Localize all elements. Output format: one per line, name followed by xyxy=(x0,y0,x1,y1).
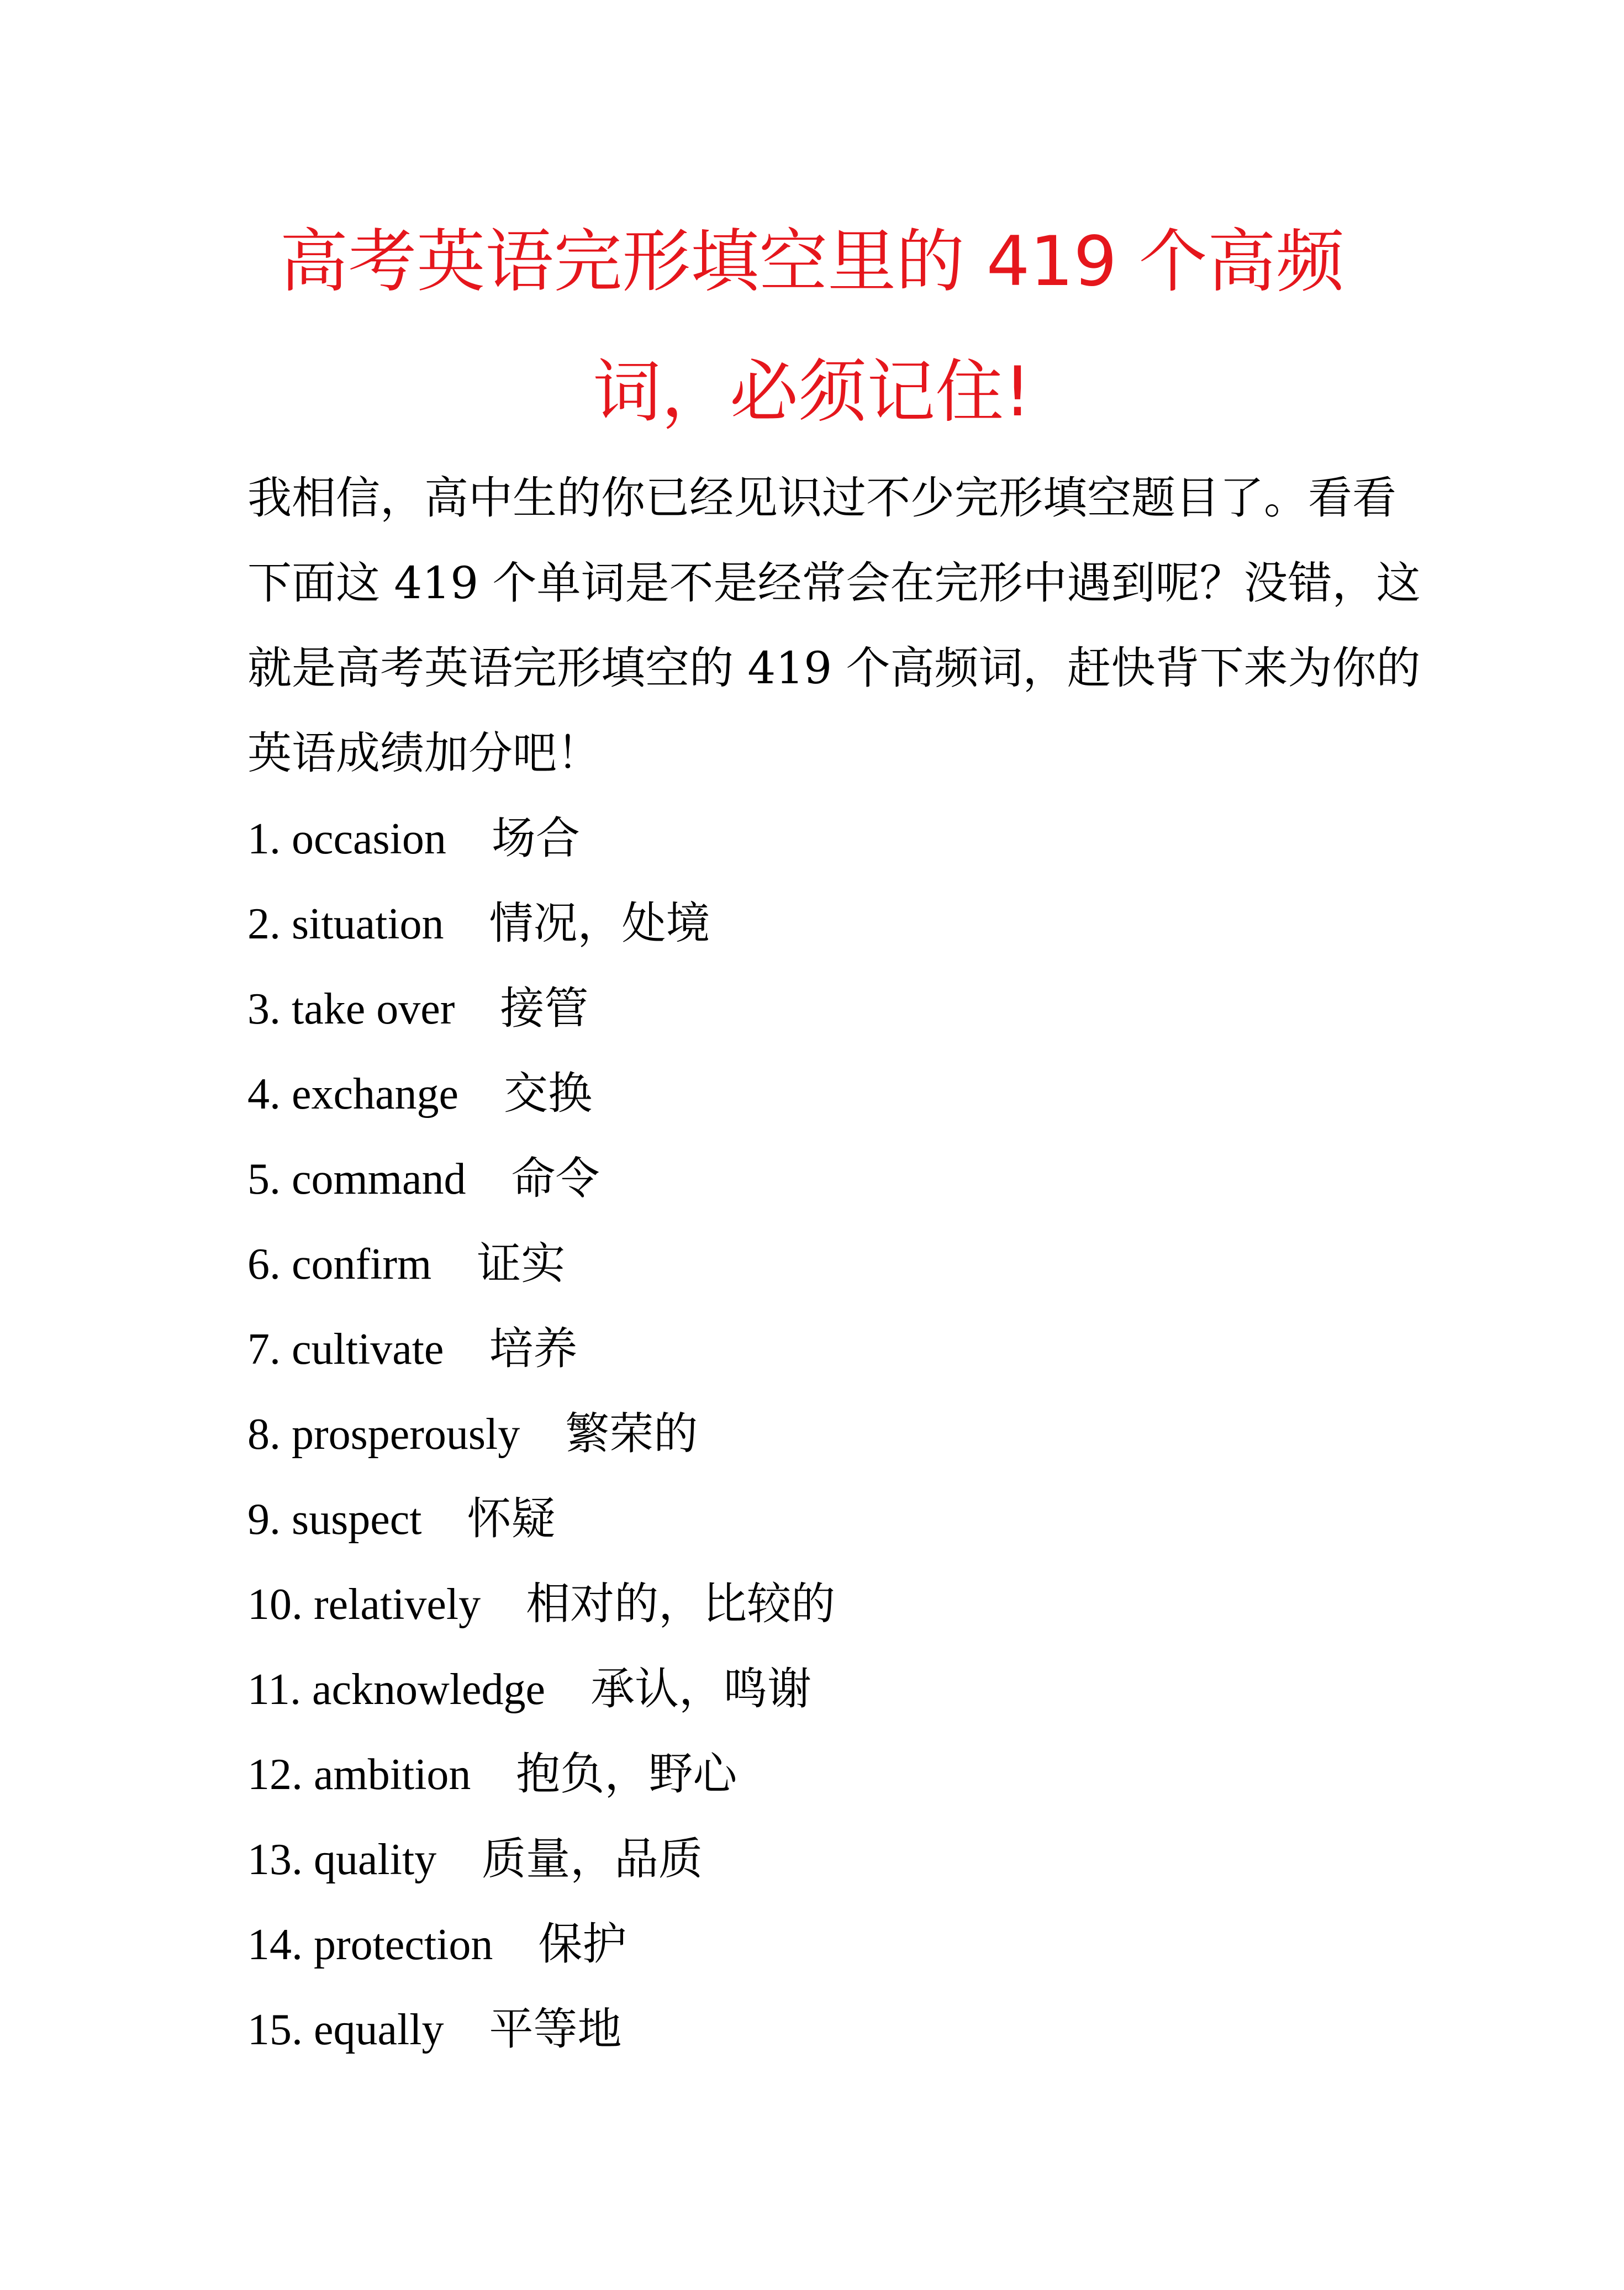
page-title-line-2: 词，必须记住! xyxy=(593,352,1031,432)
vocab-meaning: 情况，处境 xyxy=(489,898,710,949)
vocab-term: 15. equally xyxy=(247,2006,444,2054)
vocab-meaning: 相对的，比较的 xyxy=(526,1578,836,1629)
vocab-item xyxy=(247,1068,1407,1157)
vocab-meaning: 接管 xyxy=(500,983,589,1034)
vocab-meaning: 怀疑 xyxy=(467,1493,556,1544)
vocab-term: 11. acknowledge xyxy=(247,1665,546,1714)
vocab-meaning: 繁荣的 xyxy=(565,1408,698,1459)
vocab-meaning: 质量，品质 xyxy=(482,1833,703,1885)
vocab-item xyxy=(247,1238,1407,1327)
vocab-meaning: 培养 xyxy=(489,1323,578,1374)
vocab-meaning: 证实 xyxy=(477,1238,566,1289)
vocab-item xyxy=(247,1748,1407,1837)
vocab-item xyxy=(247,1493,1407,1582)
vocab-term: 1. occasion xyxy=(247,815,446,863)
vocab-item xyxy=(247,1833,1407,1922)
vocab-term: 7. cultivate xyxy=(247,1325,444,1374)
vocab-list xyxy=(247,812,1407,2092)
vocab-term: 9. suspect xyxy=(247,1495,422,1544)
vocab-meaning: 承认，鸣谢 xyxy=(590,1663,812,1714)
vocab-term: 5. command xyxy=(247,1155,466,1204)
vocab-item xyxy=(247,983,1407,1072)
vocab-meaning: 交换 xyxy=(504,1068,593,1119)
vocab-item xyxy=(247,1323,1407,1412)
vocab-item xyxy=(247,1153,1407,1242)
vocab-meaning: 保护 xyxy=(538,1918,627,1970)
intro-line-4: 英语成绩加分吧！ xyxy=(247,727,601,779)
vocab-term: 3. take over xyxy=(247,985,455,1033)
vocab-item xyxy=(247,812,1407,901)
vocab-term: 8. prosperously xyxy=(247,1410,520,1459)
vocab-term: 10. relatively xyxy=(247,1580,481,1629)
vocab-item xyxy=(247,2003,1407,2092)
vocab-meaning: 场合 xyxy=(491,812,580,864)
vocab-meaning: 命令 xyxy=(511,1153,600,1204)
intro-line-3: 就是高考英语完形填空的 419 个高频词，赶快背下来为你的 xyxy=(247,642,1421,694)
vocab-term: 12. ambition xyxy=(247,1750,471,1799)
vocab-item xyxy=(247,1408,1407,1497)
vocab-meaning: 平等地 xyxy=(489,2003,622,2055)
intro-line-1: 我相信，高中生的你已经见识过不少完形填空题目了。看看 xyxy=(247,472,1396,524)
intro-line-2: 下面这 419 个单词是不是经常会在完形中遇到呢？没错，这 xyxy=(247,557,1421,609)
vocab-item xyxy=(247,1663,1407,1752)
vocab-meaning: 抱负，野心 xyxy=(516,1748,737,1800)
page-title-line-1: 高考英语完形填空里的 419 个高频 xyxy=(280,222,1344,302)
vocab-term: 6. confirm xyxy=(247,1240,432,1289)
vocab-item xyxy=(247,1918,1407,2007)
vocab-term: 4. exchange xyxy=(247,1070,459,1118)
vocab-term: 13. quality xyxy=(247,1835,437,1884)
vocab-term: 2. situation xyxy=(247,900,444,948)
vocab-term: 14. protection xyxy=(247,1920,493,1969)
vocab-item xyxy=(247,898,1407,986)
vocab-item xyxy=(247,1578,1407,1667)
